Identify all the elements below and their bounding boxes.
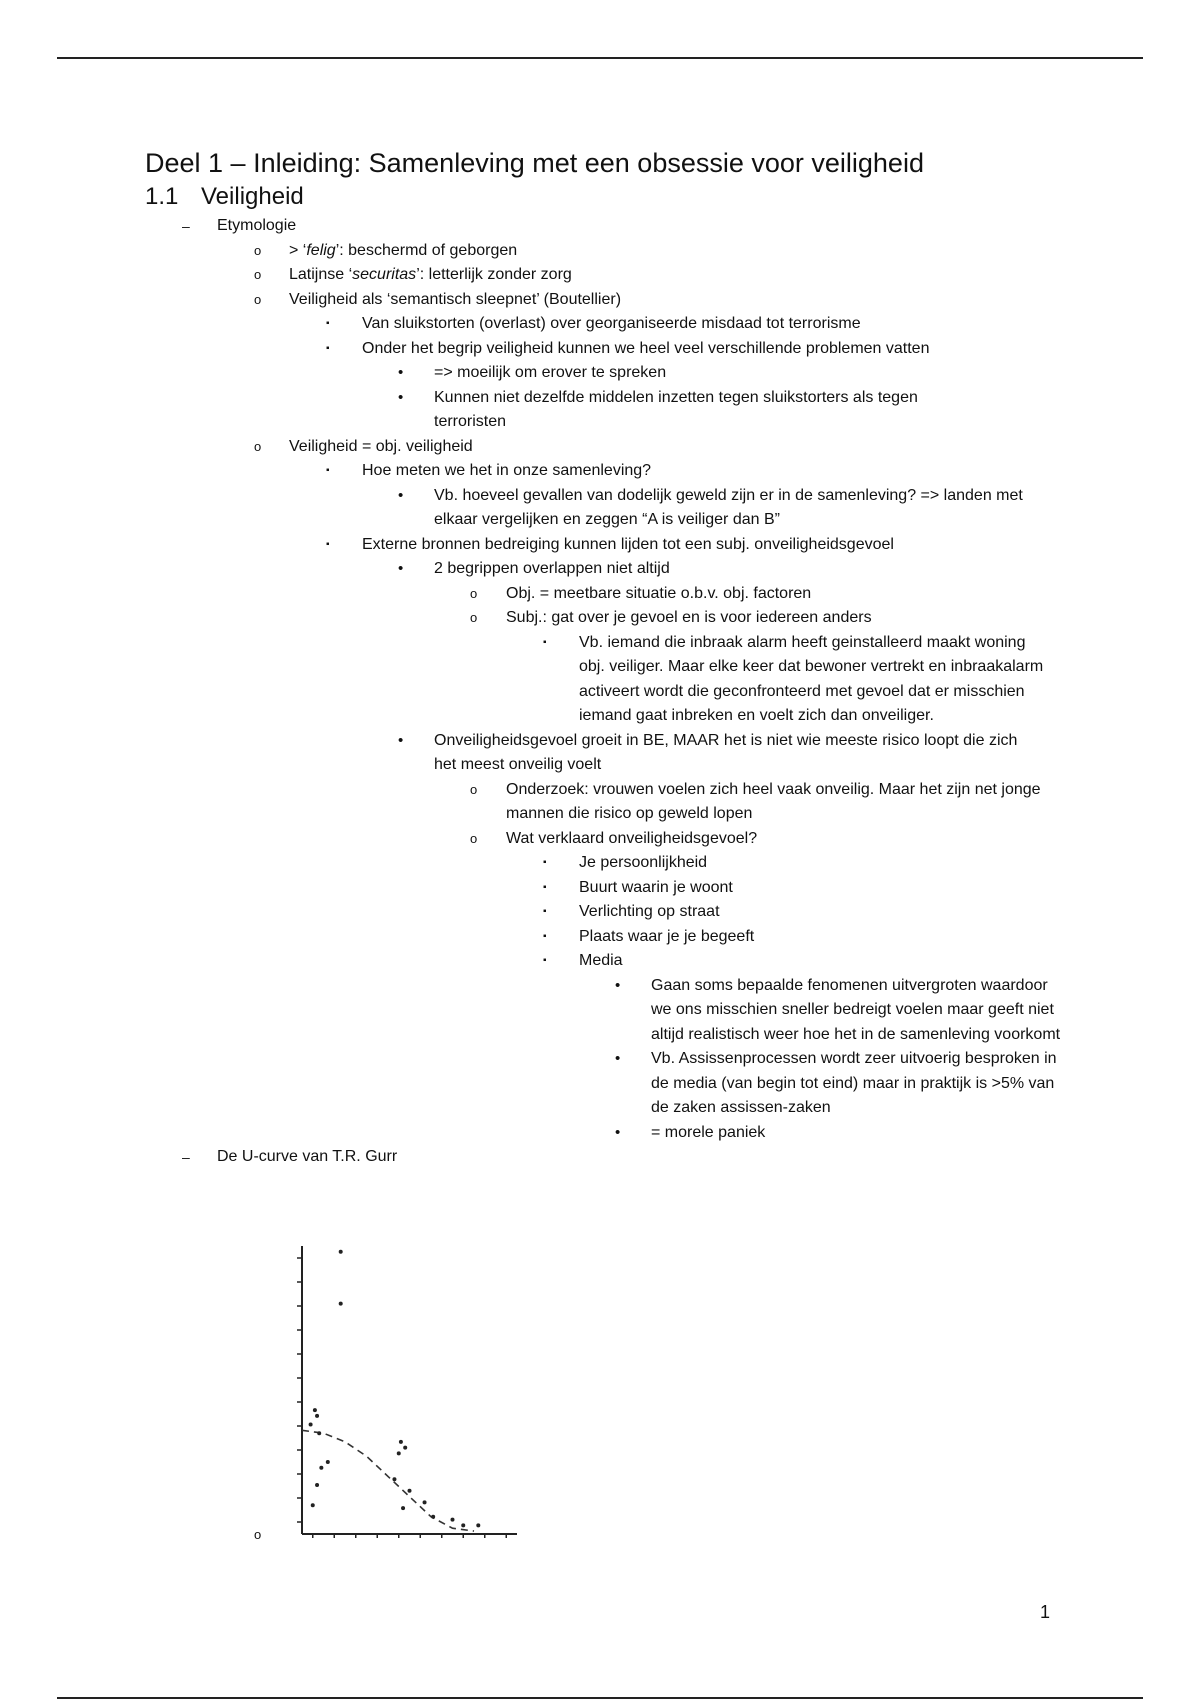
list-item: o Veiligheid = obj. veiligheid <box>145 435 1105 460</box>
data-point <box>397 1451 401 1455</box>
list-item: ▪ Van sluikstorten (overlast) over georganiseerde misdaad tot terrorisme <box>145 312 1105 337</box>
list-item: o Obj. = meetbare situatie o.b.v. obj. factoren <box>145 582 1105 607</box>
u-curve-chart-svg <box>290 1238 530 1548</box>
data-point <box>401 1506 405 1510</box>
section-heading <box>145 180 1105 214</box>
data-point <box>315 1414 319 1418</box>
circle-bullet: o <box>470 610 478 625</box>
list-item: ▪ Externe bronnen bedreiging kunnen lijden tot een subj. onveiligheidsgevoel <box>145 533 1105 558</box>
header-rule <box>57 57 1143 59</box>
trend-curve <box>302 1430 474 1531</box>
dot-bullet: • <box>398 388 404 406</box>
circle-bullet: o <box>254 242 262 258</box>
list-item: o Latijnse ‘securitas’: letterlijk zonder zorg <box>145 263 1105 288</box>
list-item: o Wat verklaard onveiligheidsgevoel? <box>145 827 1105 852</box>
data-point <box>311 1503 315 1507</box>
list-item: ▪ Je persoonlijkheid <box>145 851 1105 876</box>
data-point <box>313 1408 317 1412</box>
dot-bullet: • <box>615 1050 621 1067</box>
dot-bullet: • <box>615 1123 621 1141</box>
data-point <box>392 1477 396 1481</box>
outline-list <box>145 214 1105 1170</box>
list-item: • Gaan soms bepaalde fenomenen uitvergroten waardoor we ons misschien sneller bedreigt voelen maar geeft niet altijd realistisch weer hoe het in de samenleving voorkomt <box>145 974 1105 1048</box>
square-bullet: ▪ <box>543 930 547 942</box>
data-point <box>408 1489 412 1493</box>
data-point <box>476 1523 480 1527</box>
list-item: o Onderzoek: vrouwen voelen zich heel vaak onveilig. Maar het zijn net jonge mannen die risico op geweld lopen <box>145 778 1105 827</box>
list-item: – Etymologie <box>145 214 1105 239</box>
data-point <box>461 1523 465 1527</box>
list-item: ▪ Plaats waar je je begeeft <box>145 925 1105 950</box>
square-bullet: ▪ <box>543 906 547 917</box>
list-item: o > ‘felig’: beschermd of geborgen <box>145 239 1105 264</box>
list-item: • Vb. hoeveel gevallen van dodelijk geweld zijn er in de samenleving? => landen met elkaar vergelijken en zeggen “A is veiliger dan B” <box>145 484 1105 533</box>
square-bullet: ▪ <box>326 342 330 354</box>
list-item: • => moeilijk om erover te spreken <box>145 361 1105 386</box>
list-item: – De U-curve van T.R. Gurr <box>145 1145 1105 1170</box>
circle-bullet: o <box>254 267 262 282</box>
footer-rule <box>57 1697 1143 1699</box>
square-bullet: ▪ <box>543 857 547 868</box>
list-item: o Veiligheid als ‘semantisch sleepnet’ (Boutellier) <box>145 288 1105 313</box>
list-item: ▪ Buurt waarin je woont <box>145 876 1105 901</box>
list-item: • = morele paniek <box>145 1121 1105 1146</box>
list-item: ▪ Verlichting op straat <box>145 900 1105 925</box>
dot-bullet: • <box>398 486 404 504</box>
circle-bullet: o <box>254 291 262 307</box>
circle-bullet: o <box>254 438 262 454</box>
data-point <box>326 1460 330 1464</box>
page-title: Deel 1 – Inleiding: Samenleving met een obsessie voor veiligheid <box>145 148 924 178</box>
dash-bullet: – <box>182 1149 190 1165</box>
data-point <box>339 1302 343 1306</box>
data-point <box>403 1446 407 1450</box>
square-bullet: ▪ <box>326 465 330 476</box>
list-item: o Subj.: gat over je gevoel en is voor iedereen anders <box>145 606 1105 631</box>
data-point <box>451 1518 455 1522</box>
list-item: • Onveiligheidsgevoel groeit in BE, MAAR het is niet wie meeste risico loopt die zich het meest onveilig voelt <box>145 729 1105 778</box>
dash-bullet: – <box>182 218 190 234</box>
list-item: • Vb. Assissenprocessen wordt zeer uitvoerig besproken in de media (van begin tot eind) maar in praktijk is >5% van de zaken assissen-zaken <box>145 1047 1105 1121</box>
dot-bullet: • <box>398 560 404 577</box>
list-item: ▪ Onder het begrip veiligheid kunnen we heel veel verschillende problemen vatten <box>145 337 1105 362</box>
dot-bullet: • <box>398 731 404 749</box>
list-item: • 2 begrippen overlappen niet altijd <box>145 557 1105 582</box>
data-point <box>339 1250 343 1254</box>
circle-bullet: o <box>470 781 478 797</box>
square-bullet: ▪ <box>543 881 547 893</box>
dot-bullet: • <box>615 976 621 994</box>
square-bullet: ▪ <box>326 538 330 550</box>
data-point <box>431 1515 435 1519</box>
list-item: ▪ Hoe meten we het in onze samenleving? <box>145 459 1105 484</box>
u-curve-chart <box>290 1238 530 1548</box>
data-point <box>399 1440 403 1444</box>
circle-bullet: o <box>254 1527 262 1542</box>
square-bullet: ▪ <box>543 955 547 966</box>
list-item: ▪ Vb. iemand die inbraak alarm heeft geinstalleerd maakt woning obj. veiliger. Maar elke keer dat bewoner vertrekt en inbraakalarm activeert wordt die geconfronteerd met gevoel dat er misschien iemand gaat inbreken en voelt zich dan onveiliger. <box>145 631 1105 729</box>
section-title: Veiligheid <box>201 183 304 210</box>
data-point <box>317 1431 321 1435</box>
circle-bullet: o <box>470 830 478 846</box>
circle-bullet: o <box>470 585 478 601</box>
data-point <box>319 1466 323 1470</box>
dot-bullet: • <box>398 364 404 381</box>
page-number: 1 <box>1040 1602 1051 1622</box>
square-bullet: ▪ <box>543 636 547 648</box>
list-item: • Kunnen niet dezelfde middelen inzetten tegen sluikstorters als tegen terroristen <box>145 386 1105 435</box>
data-point <box>423 1500 427 1504</box>
data-point <box>315 1483 319 1487</box>
section-number: 1.1 <box>145 183 179 210</box>
document-body <box>145 146 1105 1170</box>
square-bullet: ▪ <box>326 318 330 329</box>
data-point <box>309 1423 313 1427</box>
list-item: ▪ Media <box>145 949 1105 974</box>
